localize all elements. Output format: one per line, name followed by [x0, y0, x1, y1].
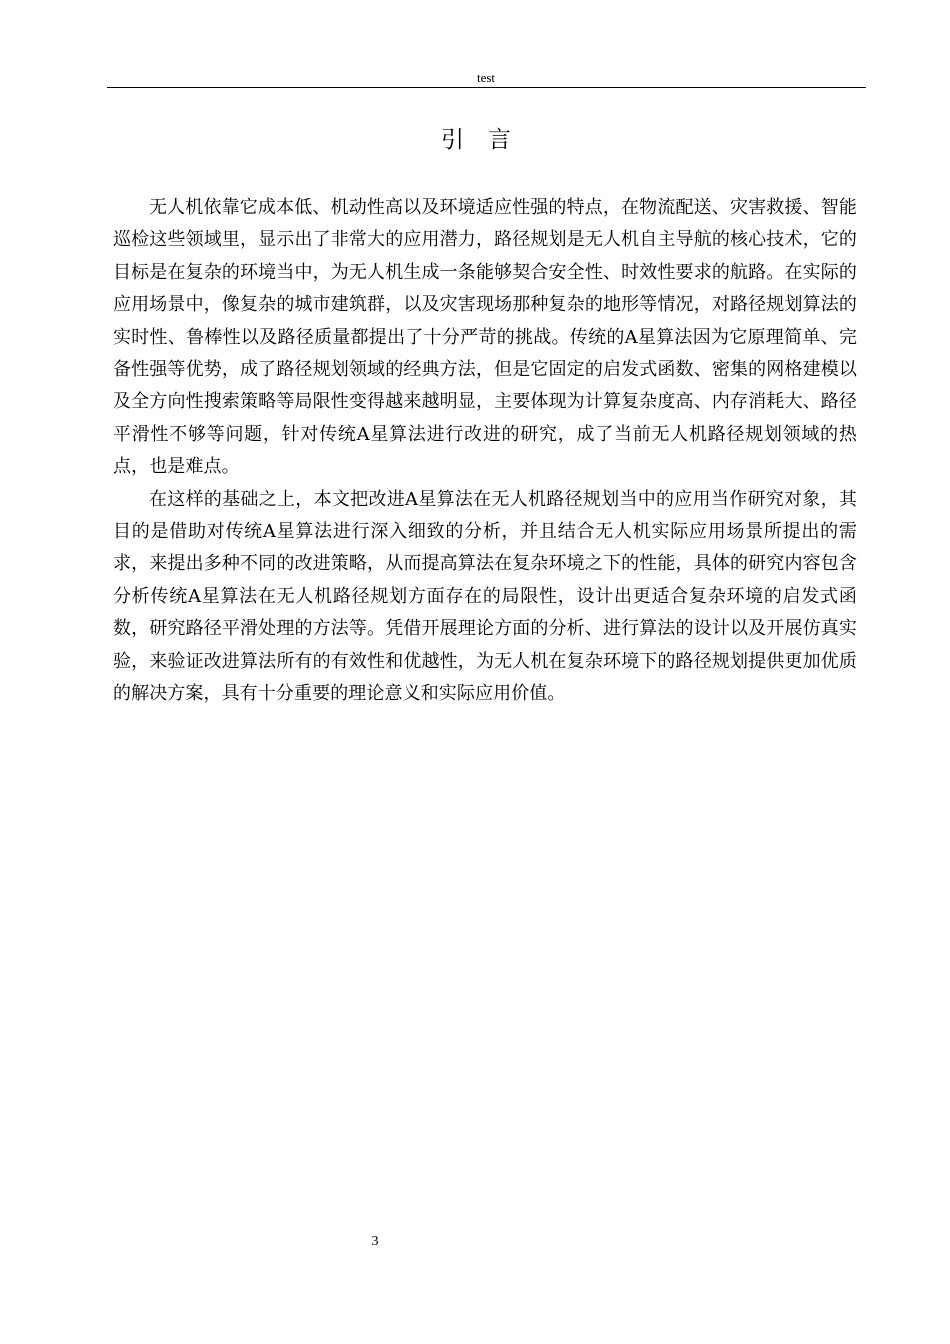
- paragraph: 在这样的基础之上，本文把改进A星算法在无人机路径规划当中的应用当作研究对象，其目的是借助对传统A星算法进行深入细致的分析，并且结合无人机实际应用场景所提出的需求，来提出多种不同的改进策略，从而提高算法在复杂环境之下的性能，具体的研究内容包含分析传统A星算法在无人机路径规划方面存在的局限性，设计出更适合复杂环境的启发式函数，研究路径平滑处理的方法等。凭借开展理论方面的分析、进行算法的设计以及开展仿真实验，来验证改进算法所有的有效性和优越性，为无人机在复杂环境下的路径规划提供更加优质的解决方案，具有十分重要的理论意义和实际应用价值。: [113, 488, 857, 705]
- section-title: 引言: [441, 127, 535, 153]
- paragraph: 无人机依靠它成本低、机动性高以及环境适应性强的特点，在物流配送、灾害救援、智能巡检这些领域里，显示出了非常大的应用潜力，路径规划是无人机自主导航的核心技术，它的目标是在复杂的环境当中，为无人机生成一条能够契合安全性、时效性要求的航路。在实际的应用场景中，像复杂的城市建筑群，以及灾害现场那种复杂的地形等情况，对路径规划算法的实时性、鲁棒性以及路径质量都提出了十分严苛的挑战。传统的A星算法因为它原理简单、完备性强等优势，成了路径规划领域的经典方法，但是它固定的启发式函数、密集的网格建模以及全方向性搜索策略等局限性变得越来越明显，主要体现为计算复杂度高、内存消耗大、路径平滑性不够等问题，针对传统A星算法进行改进的研究，成了当前无人机路径规划领域的热点，也是难点。: [113, 197, 857, 478]
- page-number: 3: [371, 1234, 379, 1249]
- running-header: test: [476, 70, 496, 85]
- header-divider: [107, 87, 866, 88]
- body-text: [113, 192, 857, 711]
